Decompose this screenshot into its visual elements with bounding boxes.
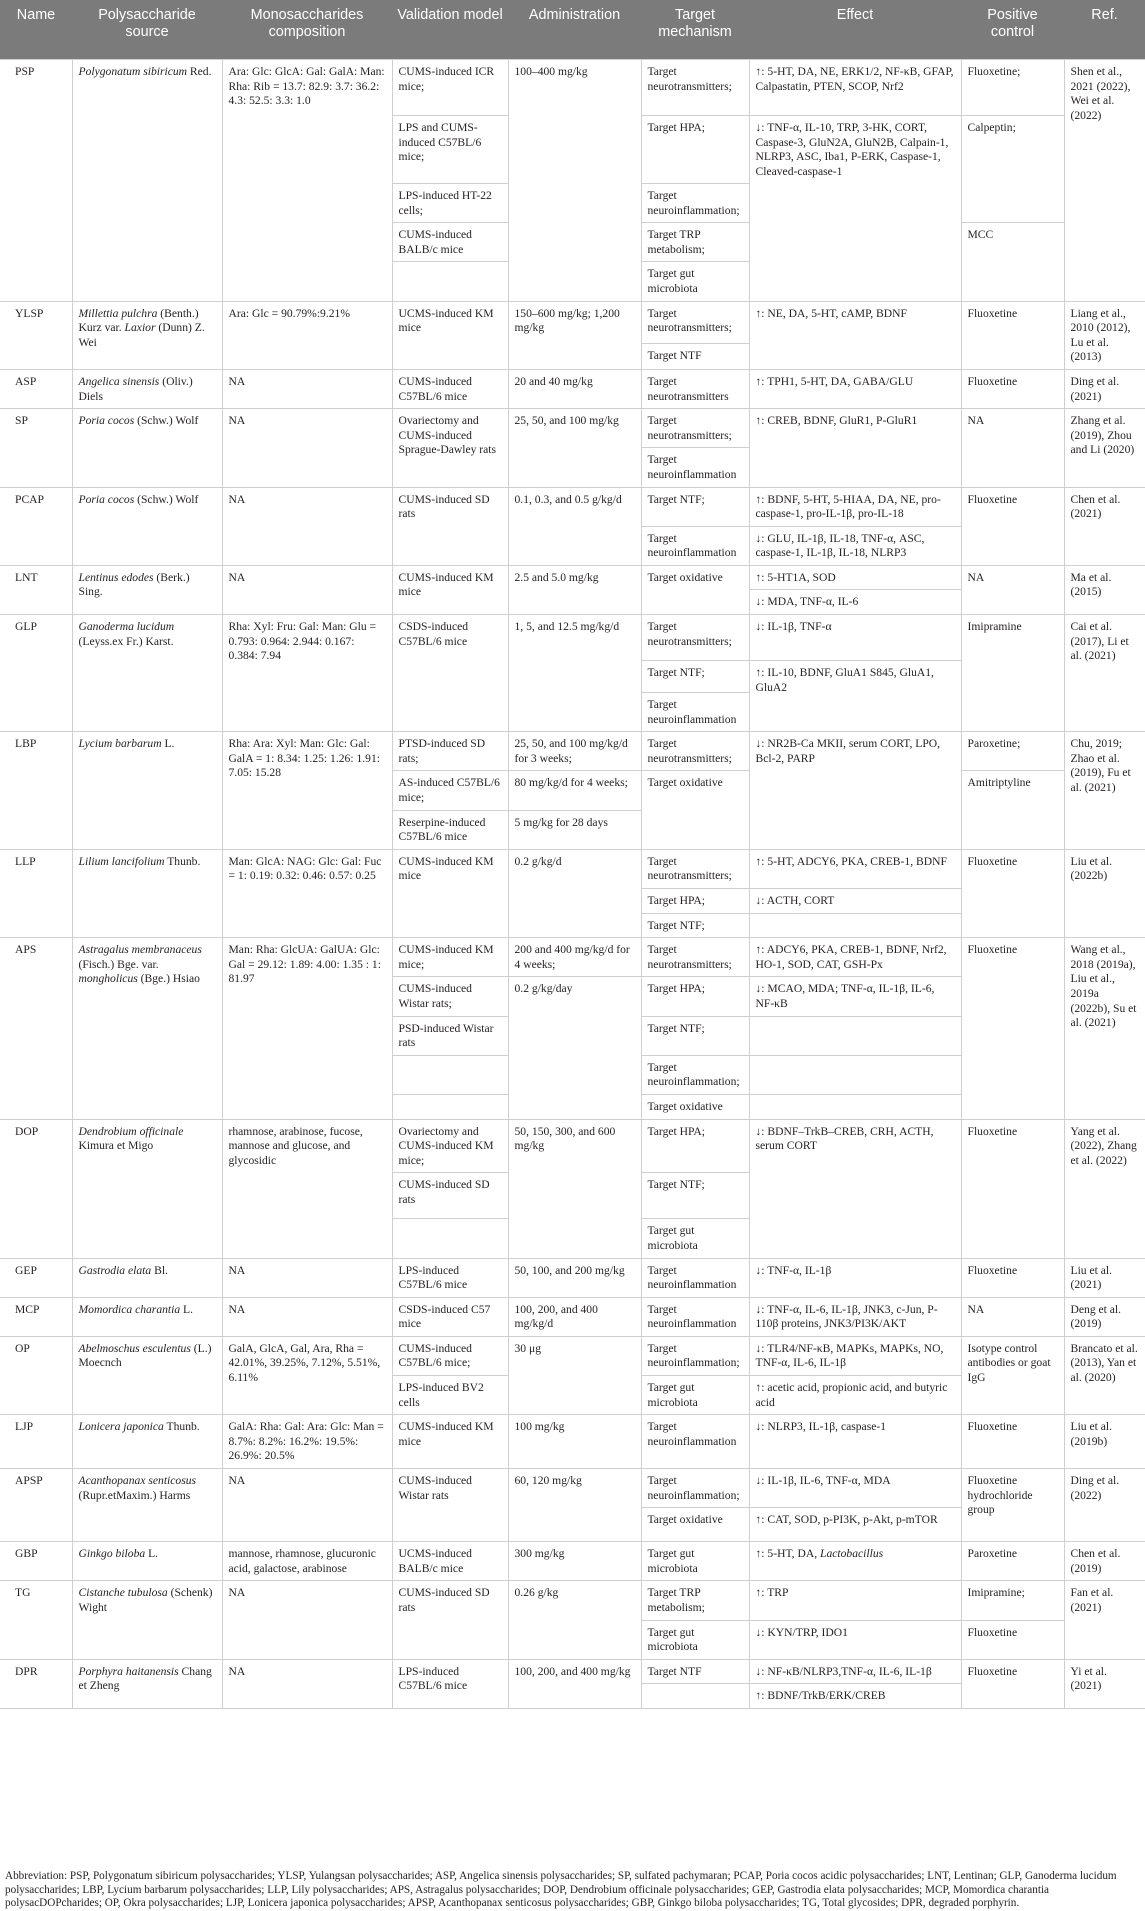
- mechanism-cell: Target neuroinflammation: [641, 448, 749, 487]
- model-cell: AS-induced C57BL/6 mice;: [392, 771, 508, 810]
- table-row: [0, 938, 1145, 977]
- positive-control-cell: NA: [961, 1297, 1064, 1336]
- table-row: [0, 60, 1145, 116]
- administration-cell: 50, 150, 300, and 600 mg/kg: [508, 1119, 641, 1258]
- model-cell: [392, 1219, 508, 1258]
- administration-cell: 20 and 40 mg/kg: [508, 369, 641, 408]
- administration-cell: 150–600 mg/kg; 1,200 mg/kg: [508, 301, 641, 369]
- name-cell: DOP: [0, 1119, 72, 1258]
- positive-control-cell: Fluoxetine: [961, 1258, 1064, 1297]
- effect-cell: ↑: 5-HT1A, SOD: [749, 565, 961, 590]
- mechanism-cell: Target TRP metabolism;: [641, 223, 749, 262]
- administration-cell: 0.1, 0.3, and 0.5 g/kg/d: [508, 487, 641, 565]
- table-row: [0, 1336, 1145, 1375]
- ref-cell: Liu et al. (2021): [1064, 1258, 1145, 1297]
- ref-cell: Liu et al. (2022b): [1064, 849, 1145, 937]
- effect-cell: ↓: MDA, TNF-α, IL-6: [749, 590, 961, 615]
- model-cell: CUMS-induced KM mice;: [392, 938, 508, 977]
- model-cell: CUMS-induced KM mice: [392, 1415, 508, 1469]
- mechanism-cell: Target neurotransmitters;: [641, 60, 749, 116]
- name-cell: PCAP: [0, 487, 72, 565]
- mechanism-cell: Target neurotransmitters;: [641, 849, 749, 888]
- administration-cell: 60, 120 mg/kg: [508, 1469, 641, 1542]
- positive-control-cell: MCC: [961, 223, 1064, 301]
- effect-cell: ↑: TRP: [749, 1581, 961, 1620]
- composition-cell: Man: Rha: GlcUA: GalUA: Glc: Gal = 29.12: 1.89: 4.00: 1.35 : 1: 81.97: [222, 938, 392, 1119]
- mechanism-cell: Target HPA;: [641, 889, 749, 914]
- positive-control-cell: Fluoxetine: [961, 1620, 1064, 1659]
- model-cell: CUMS-induced ICR mice;: [392, 60, 508, 116]
- model-cell: CUMS-induced SD rats: [392, 1581, 508, 1659]
- mechanism-cell: Target NTF: [641, 1659, 749, 1684]
- effect-cell: ↓: KYN/TRP, IDO1: [749, 1620, 961, 1659]
- table-row: [0, 732, 1145, 771]
- header-source: Polysaccharide source: [72, 0, 222, 60]
- positive-control-cell: Fluoxetine: [961, 1415, 1064, 1469]
- mechanism-cell: Target NTF;: [641, 913, 749, 938]
- table-row: [0, 1297, 1145, 1336]
- table-row: [0, 565, 1145, 590]
- name-cell: LLP: [0, 849, 72, 937]
- name-cell: LNT: [0, 565, 72, 614]
- name-cell: MCP: [0, 1297, 72, 1336]
- model-cell: CUMS-induced C57BL/6 mice: [392, 369, 508, 408]
- effect-cell: ↑: ADCY6, PKA, CREB-1, BDNF, Nrf2, HO-1, SOD, CAT, GSH-Px: [749, 938, 961, 977]
- positive-control-cell: Fluoxetine: [961, 938, 1064, 1119]
- table-row: [0, 1469, 1145, 1508]
- name-cell: LJP: [0, 1415, 72, 1469]
- effect-cell: ↑: BDNF/TrkB/ERK/CREB: [749, 1684, 961, 1709]
- name-cell: GBP: [0, 1542, 72, 1581]
- mechanism-cell: Target neuroinflammation;: [641, 1336, 749, 1375]
- model-cell: CUMS-induced BALB/c mice: [392, 223, 508, 262]
- header-composition: Monosaccharides composition: [222, 0, 392, 60]
- positive-control-cell: NA: [961, 565, 1064, 614]
- model-cell: CSDS-induced C57BL/6 mice: [392, 615, 508, 732]
- mechanism-cell: Target oxidative: [641, 771, 749, 849]
- source-cell: Millettia pulchra (Benth.) Kurz var. Laxior (Dunn) Z. Wei: [72, 301, 222, 369]
- table-row: [0, 1659, 1145, 1684]
- name-cell: GLP: [0, 615, 72, 732]
- ref-cell: Ma et al. (2015): [1064, 565, 1145, 614]
- mechanism-cell: Target neurotransmitters;: [641, 732, 749, 771]
- name-cell: LBP: [0, 732, 72, 850]
- mechanism-cell: Target HPA;: [641, 1119, 749, 1173]
- positive-control-cell: Fluoxetine hydrochloride group: [961, 1469, 1064, 1542]
- effect-cell: ↑: BDNF, 5-HT, 5-HIAA, DA, NE, pro-caspase-1, pro-IL-1β, pro-IL-18: [749, 487, 961, 526]
- mechanism-cell: Target oxidative: [641, 1508, 749, 1542]
- mechanism-cell: Target neurotransmitters;: [641, 301, 749, 343]
- effect-cell: ↑: 5-HT, ADCY6, PKA, CREB-1, BDNF: [749, 849, 961, 888]
- model-cell: UCMS-induced BALB/c mice: [392, 1542, 508, 1581]
- composition-cell: NA: [222, 1258, 392, 1297]
- mechanism-cell: Target gut microbiota: [641, 1620, 749, 1659]
- source-cell: Poria cocos (Schw.) Wolf: [72, 409, 222, 487]
- table-row: [0, 1258, 1145, 1297]
- ref-cell: Shen et al., 2021 (2022), Wei et al. (2022): [1064, 60, 1145, 302]
- effect-cell: ↓: NF-κB/NLRP3,TNF-α, IL-6, IL-1β: [749, 1659, 961, 1684]
- mechanism-cell: Target neuroinflammation;: [641, 1055, 749, 1094]
- header-positive-control: Positive control: [961, 0, 1064, 60]
- effect-cell: ↓: ACTH, CORT: [749, 889, 961, 914]
- composition-cell: NA: [222, 565, 392, 614]
- model-cell: CUMS-induced SD rats: [392, 487, 508, 565]
- effect-cell: ↓: NLRP3, IL-1β, caspase-1: [749, 1415, 961, 1469]
- effect-cell: ↑: acetic acid, propionic acid, and butyric acid: [749, 1376, 961, 1415]
- positive-control-cell: Paroxetine;: [961, 732, 1064, 771]
- mechanism-cell: Target neurotransmitters: [641, 369, 749, 408]
- table-row: [0, 849, 1145, 888]
- administration-cell: 30 μg: [508, 1336, 641, 1414]
- administration-cell: 25, 50, and 100 mg/kg: [508, 409, 641, 487]
- ref-cell: Brancato et al. (2013), Yan et al. (2020): [1064, 1336, 1145, 1414]
- table-row: [0, 1542, 1145, 1581]
- source-cell: Cistanche tubulosa (Schenk) Wight: [72, 1581, 222, 1659]
- header-ref: Ref.: [1064, 0, 1145, 60]
- source-cell: Momordica charantia L.: [72, 1297, 222, 1336]
- positive-control-cell: Calpeptin;: [961, 116, 1064, 223]
- table-row: [0, 409, 1145, 448]
- administration-cell: 0.26 g/kg: [508, 1581, 641, 1659]
- mechanism-cell: Target HPA;: [641, 116, 749, 184]
- composition-cell: NA: [222, 369, 392, 408]
- abbreviation-footnote: Abbreviation: PSP, Polygonatum sibiricum polysaccharides; YLSP, Yulangsan polysaccharides; ASP, Angelica sinensis polysaccharides; SP, sulfated pachymaran; PCAP, Poria cocos acidic polysaccharides; LNT, Lentinan; GLP, Ganoderma lucidum polysaccharides; LBP, Lycium barbarum polysaccharides; LLP, Lily polysaccharides; APS, Astragalus polysaccharides; DOP, Dendrobium officinale polysaccharides; GEP, Gastrodia elata polysaccharides; MCP, Momordica charantia polysacDOPcharides; OP, Okra polysaccharides; LJP, Lonicera japonica polysaccharides; APSP, Acanthopanax senticosus polysaccharides; GBP, Ginkgo biloba polysaccharides; TG, Total glycosides; DPR, degraded porphyrin.: [5, 1870, 1117, 1909]
- positive-control-cell: NA: [961, 409, 1064, 487]
- model-cell: CUMS-induced C57BL/6 mice;: [392, 1336, 508, 1375]
- source-cell: Abelmoschus esculentus (L.) Moecnch: [72, 1336, 222, 1414]
- name-cell: APS: [0, 938, 72, 1119]
- mechanism-cell: Target neuroinflammation: [641, 1297, 749, 1336]
- mechanism-cell: Target neuroinflammation;: [641, 1469, 749, 1508]
- composition-cell: NA: [222, 487, 392, 565]
- source-cell: Ginkgo biloba L.: [72, 1542, 222, 1581]
- model-cell: CSDS-induced C57 mice: [392, 1297, 508, 1336]
- header-row: [0, 0, 1145, 60]
- source-cell: Astragalus membranaceus (Fisch.) Bge. var. mongholicus (Bge.) Hsiao: [72, 938, 222, 1119]
- effect-cell: [749, 913, 961, 938]
- administration-cell: 300 mg/kg: [508, 1542, 641, 1581]
- effect-cell: ↓: GLU, IL-1β, IL-18, TNF-α, ASC, caspase-1, IL-1β, IL-18, NLRP3: [749, 526, 961, 565]
- source-cell: Acanthopanax senticosus (Rupr.etMaxim.) Harms: [72, 1469, 222, 1542]
- positive-control-cell: Paroxetine: [961, 1542, 1064, 1581]
- positive-control-cell: Amitriptyline: [961, 771, 1064, 849]
- model-cell: CUMS-induced KM mice: [392, 565, 508, 614]
- composition-cell: Rha: Ara: Xyl: Man: Glc: Gal: GalA = 1: 8.34: 1.25: 1.26: 1.91: 7.05: 15.28: [222, 732, 392, 850]
- ref-cell: Deng et al. (2019): [1064, 1297, 1145, 1336]
- mechanism-cell: Target HPA;: [641, 977, 749, 1016]
- positive-control-cell: Fluoxetine: [961, 1659, 1064, 1708]
- administration-cell: 0.2 g/kg/day: [508, 977, 641, 1119]
- positive-control-cell: Fluoxetine;: [961, 60, 1064, 116]
- ref-cell: Liu et al. (2019b): [1064, 1415, 1145, 1469]
- mechanism-cell: [641, 1684, 749, 1709]
- effect-cell: ↑: TPH1, 5-HT, DA, GABA/GLU: [749, 369, 961, 408]
- effect-cell: ↓: TNF-α, IL-6, IL-1β, JNK3, c-Jun, P-110β proteins, JNK3/PI3K/AKT: [749, 1297, 961, 1336]
- mechanism-cell: Target neurotransmitters;: [641, 409, 749, 448]
- source-cell: Lonicera japonica Thunb.: [72, 1415, 222, 1469]
- source-cell: Gastrodia elata Bl.: [72, 1258, 222, 1297]
- source-cell: Angelica sinensis (Oliv.) Diels: [72, 369, 222, 408]
- mechanism-cell: Target neuroinflammation: [641, 526, 749, 565]
- effect-cell: ↑: 5-HT, DA, NE, ERK1/2, NF-κB, GFAP, Calpastatin, PTEN, SCOP, Nrf2: [749, 60, 961, 116]
- name-cell: PSP: [0, 60, 72, 302]
- source-cell: Lycium barbarum L.: [72, 732, 222, 850]
- mechanism-cell: Target gut microbiota: [641, 1376, 749, 1415]
- composition-cell: Ara: Glc = 90.79%:9.21%: [222, 301, 392, 369]
- effect-cell: ↓: IL-1β, TNF-α: [749, 615, 961, 661]
- mechanism-cell: Target NTF;: [641, 661, 749, 693]
- model-cell: CUMS-induced Wistar rats;: [392, 977, 508, 1016]
- ref-cell: Yang et al. (2022), Zhang et al. (2022): [1064, 1119, 1145, 1258]
- source-cell: Poria cocos (Schw.) Wolf: [72, 487, 222, 565]
- composition-cell: NA: [222, 409, 392, 487]
- composition-cell: NA: [222, 1581, 392, 1659]
- mechanism-cell: Target neuroinflammation;: [641, 184, 749, 223]
- positive-control-cell: Fluoxetine: [961, 1119, 1064, 1258]
- model-cell: [392, 262, 508, 301]
- model-cell: [392, 1094, 508, 1119]
- model-cell: Ovariectomy and CUMS-induced KM mice;: [392, 1119, 508, 1173]
- model-cell: CUMS-induced Wistar rats: [392, 1469, 508, 1542]
- composition-cell: NA: [222, 1659, 392, 1708]
- administration-cell: 80 mg/kg/d for 4 weeks;: [508, 771, 641, 810]
- mechanism-cell: Target NTF;: [641, 1173, 749, 1219]
- effect-cell: ↓: TNF-α, IL-10, TRP, 3-HK, CORT, Caspase-3, GluN2A, GluN2B, Calpain-1, NLRP3, ASC, Iba1, P-ERK, Caspase-1, Cleaved-caspase-1: [749, 116, 961, 302]
- effect-cell: ↑: CAT, SOD, p-PI3K, p-Akt, p-mTOR: [749, 1508, 961, 1542]
- model-cell: Ovariectomy and CUMS-induced Sprague-Dawley rats: [392, 409, 508, 487]
- mechanism-cell: Target gut microbiota: [641, 1542, 749, 1581]
- composition-cell: rhamnose, arabinose, fucose, mannose and glucose, and glycosidic: [222, 1119, 392, 1258]
- effect-cell: ↓: NR2B-Ca MKII, serum CORT, LPO, Bcl-2, PARP: [749, 732, 961, 850]
- header-target-mechanism: Target mechanism: [641, 0, 749, 60]
- effect-cell: ↓: TNF-α, IL-1β: [749, 1258, 961, 1297]
- model-cell: LPS-induced HT-22 cells;: [392, 184, 508, 223]
- source-cell: Porphyra haitanensis Chang et Zheng: [72, 1659, 222, 1708]
- table-body: [0, 60, 1145, 1709]
- effect-cell: ↓: IL-1β, IL-6, TNF-α, MDA: [749, 1469, 961, 1508]
- mechanism-cell: Target oxidative: [641, 565, 749, 614]
- effect-cell: ↑: IL-10, BDNF, GluA1 S845, GluA1, GluA2: [749, 661, 961, 732]
- table-row: [0, 369, 1145, 408]
- name-cell: GEP: [0, 1258, 72, 1297]
- composition-cell: GalA, GlcA, Gal, Ara, Rha = 42.01%, 39.25%, 7.12%, 5.51%, 6.11%: [222, 1336, 392, 1414]
- mechanism-cell: Target gut microbiota: [641, 262, 749, 301]
- composition-cell: NA: [222, 1469, 392, 1542]
- administration-cell: 0.2 g/kg/d: [508, 849, 641, 937]
- administration-cell: 100–400 mg/kg: [508, 60, 641, 302]
- model-cell: LPS-induced C57BL/6 mice: [392, 1659, 508, 1708]
- model-cell: CUMS-induced SD rats: [392, 1173, 508, 1219]
- name-cell: YLSP: [0, 301, 72, 369]
- name-cell: APSP: [0, 1469, 72, 1542]
- effect-cell: [749, 1016, 961, 1055]
- administration-cell: 50, 100, and 200 mg/kg: [508, 1258, 641, 1297]
- mechanism-cell: Target oxidative: [641, 1094, 749, 1119]
- table-row: [0, 1581, 1145, 1620]
- positive-control-cell: Fluoxetine: [961, 849, 1064, 937]
- administration-cell: 1, 5, and 12.5 mg/kg/d: [508, 615, 641, 732]
- source-cell: Polygonatum sibiricum Red.: [72, 60, 222, 302]
- positive-control-cell: Imipramine: [961, 615, 1064, 732]
- ref-cell: Chu, 2019; Zhao et al. (2019), Fu et al. (2021): [1064, 732, 1145, 850]
- model-cell: LPS and CUMS-induced C57BL/6 mice;: [392, 116, 508, 184]
- name-cell: DPR: [0, 1659, 72, 1708]
- mechanism-cell: Target neuroinflammation: [641, 693, 749, 732]
- model-cell: UCMS-induced KM mice: [392, 301, 508, 369]
- table-row: [0, 487, 1145, 526]
- model-cell: PTSD-induced SD rats;: [392, 732, 508, 771]
- model-cell: PSD-induced Wistar rats: [392, 1016, 508, 1055]
- name-cell: SP: [0, 409, 72, 487]
- ref-cell: Liang et al., 2010 (2012), Lu et al. (2013): [1064, 301, 1145, 369]
- mechanism-cell: Target neuroinflammation: [641, 1258, 749, 1297]
- name-cell: ASP: [0, 369, 72, 408]
- mechanism-cell: Target NTF: [641, 343, 749, 369]
- composition-cell: Ara: Glc: GlcA: Gal: GalA: Man: Rha: Rib = 13.7: 82.9: 3.7: 36.2: 4.3: 52.5: 3.3: 1.0: [222, 60, 392, 302]
- source-cell: Dendrobium officinale Kimura et Migo: [72, 1119, 222, 1258]
- positive-control-cell: Isotype control antibodies or goat IgG: [961, 1336, 1064, 1414]
- mechanism-cell: Target neuroinflammation: [641, 1415, 749, 1469]
- name-cell: TG: [0, 1581, 72, 1659]
- effect-cell: ↓: MCAO, MDA; TNF-α, IL-1β, IL-6, NF-κB: [749, 977, 961, 1016]
- effect-cell: ↑: 5-HT, DA, Lactobacillus: [749, 1542, 961, 1581]
- model-cell: LPS-induced C57BL/6 mice: [392, 1258, 508, 1297]
- mechanism-cell: Target neurotransmitters;: [641, 938, 749, 977]
- model-cell: LPS-induced BV2 cells: [392, 1376, 508, 1415]
- effect-cell: ↑: CREB, BDNF, GluR1, P-GluR1: [749, 409, 961, 487]
- mechanism-cell: Target TRP metabolism;: [641, 1581, 749, 1620]
- mechanism-cell: Target gut microbiota: [641, 1219, 749, 1258]
- administration-cell: 100 mg/kg: [508, 1415, 641, 1469]
- composition-cell: NA: [222, 1297, 392, 1336]
- source-cell: Ganoderma lucidum (Leyss.ex Fr.) Karst.: [72, 615, 222, 732]
- table-row: [0, 1119, 1145, 1173]
- ref-cell: Chen et al. (2019): [1064, 1542, 1145, 1581]
- positive-control-cell: Imipramine;: [961, 1581, 1064, 1620]
- composition-cell: mannose, rhamnose, glucuronic acid, galactose, arabinose: [222, 1542, 392, 1581]
- ref-cell: Cai et al. (2017), Li et al. (2021): [1064, 615, 1145, 732]
- header-validation-model: Validation model: [392, 0, 508, 60]
- effect-cell: [749, 1094, 961, 1119]
- model-cell: [392, 1055, 508, 1094]
- ref-cell: Chen et al. (2021): [1064, 487, 1145, 565]
- table-row: [0, 1415, 1145, 1469]
- positive-control-cell: Fluoxetine: [961, 369, 1064, 408]
- source-cell: Lilium lancifolium Thunb.: [72, 849, 222, 937]
- ref-cell: Zhang et al. (2019), Zhou and Li (2020): [1064, 409, 1145, 487]
- mechanism-cell: Target NTF;: [641, 487, 749, 526]
- ref-cell: Ding et al. (2022): [1064, 1469, 1145, 1542]
- ref-cell: Wang et al., 2018 (2019a), Liu et al., 2019a (2022b), Su et al. (2021): [1064, 938, 1145, 1119]
- administration-cell: 25, 50, and 100 mg/kg/d for 3 weeks;: [508, 732, 641, 771]
- model-cell: CUMS-induced KM mice: [392, 849, 508, 937]
- effect-cell: [749, 1055, 961, 1094]
- mechanism-cell: Target NTF;: [641, 1016, 749, 1055]
- administration-cell: 100, 200, and 400 mg/kg/d: [508, 1297, 641, 1336]
- table-row: [0, 615, 1145, 661]
- header-effect: Effect: [749, 0, 961, 60]
- effect-cell: ↓: TLR4/NF-κB, MAPKs, MAPKs, NO, TNF-α, IL-6, IL-1β: [749, 1336, 961, 1375]
- name-cell: OP: [0, 1336, 72, 1414]
- header-name: Name: [0, 0, 72, 60]
- composition-cell: Man: GlcA: NAG: Glc: Gal: Fuc = 1: 0.19: 0.32: 0.46: 0.57: 0.25: [222, 849, 392, 937]
- model-cell: Reserpine-induced C57BL/6 mice: [392, 810, 508, 849]
- ref-cell: Fan et al. (2021): [1064, 1581, 1145, 1659]
- composition-cell: GalA: Rha: Gal: Ara: Glc: Man = 8.7%: 8.2%: 16.2%: 19.5%: 26.9%: 20.5%: [222, 1415, 392, 1469]
- header-administration: Administration: [508, 0, 641, 60]
- ref-cell: Yi et al. (2021): [1064, 1659, 1145, 1708]
- table-row: [0, 301, 1145, 343]
- administration-cell: 5 mg/kg for 28 days: [508, 810, 641, 849]
- administration-cell: 2.5 and 5.0 mg/kg: [508, 565, 641, 614]
- effect-cell: ↑: NE, DA, 5-HT, cAMP, BDNF: [749, 301, 961, 369]
- ref-cell: Ding et al. (2021): [1064, 369, 1145, 408]
- effect-cell: ↓: BDNF–TrkB–CREB, CRH, ACTH, serum CORT: [749, 1119, 961, 1258]
- source-cell: Lentinus edodes (Berk.) Sing.: [72, 565, 222, 614]
- composition-cell: Rha: Xyl: Fru: Gal: Man: Glu = 0.793: 0.964: 2.944: 0.167: 0.384: 7.94: [222, 615, 392, 732]
- administration-cell: 200 and 400 mg/kg/d for 4 weeks;: [508, 938, 641, 977]
- administration-cell: 100, 200, and 400 mg/kg: [508, 1659, 641, 1708]
- mechanism-cell: Target neurotransmitters;: [641, 615, 749, 661]
- positive-control-cell: Fluoxetine: [961, 301, 1064, 369]
- positive-control-cell: Fluoxetine: [961, 487, 1064, 565]
